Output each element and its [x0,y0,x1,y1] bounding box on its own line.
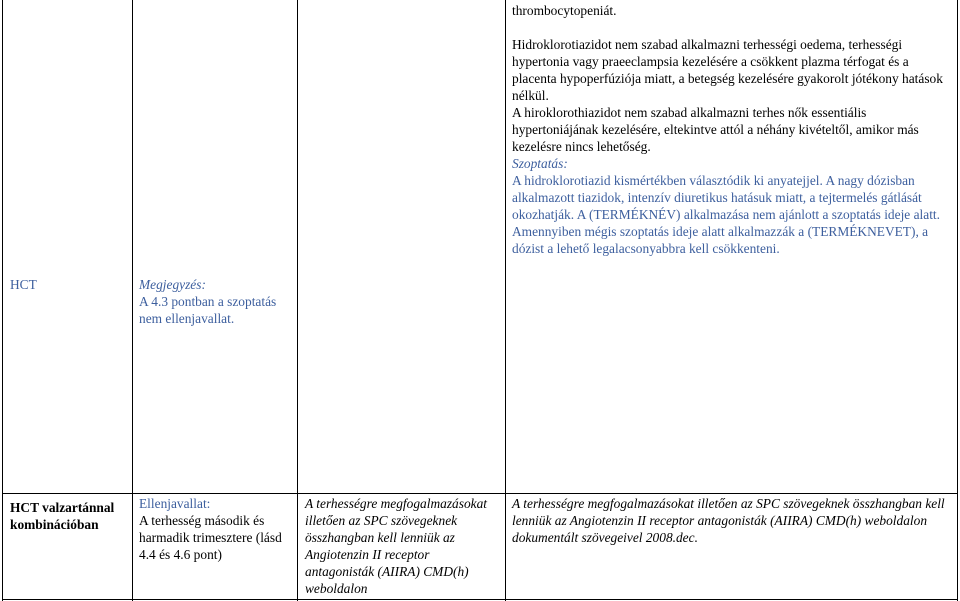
row-divider [2,493,507,494]
row2-spc-note-text: A terhességre megfogalmazásokat illetően az SPC szövegeknek összhangban kell lenniük az Angiotenzin II receptor antagonisták (AIIRA) CMD(h) weboldalon [305,496,487,596]
row2-drug-name-text: HCT valzartánnal kombinációban [10,500,115,532]
row1-paragraph-3: A hidroklorotiazid kismértékben választódik ki anyatejjel. A nagy dózisban alkalmazott tiazidok, intenzív diuretikus hatásuk miatt, a tejtermelés gátlását okozhatják. A (TERMÉKNÉV) alkalmazása nem ajánlott a szoptatás ideje alatt. Amennyiben mégis szoptatás ideje alatt alkalmazzák a (TERMÉKNEVET), a dózist a lehető legalacsonyabbra kell csökkenteni. [512,173,940,256]
table-border-left [2,0,3,601]
row2-spc-note [305,495,501,597]
row1-note-text: A 4.3 pontban a szoptatás nem ellenjavallat. [139,294,277,326]
row1-breastfeeding-label: Szoptatás: [512,156,568,171]
row1-note-label: Megjegyzés: [139,277,206,292]
row2-contraindication-label: Ellenjavallat: [139,496,211,511]
row1-paragraph-1: Hidroklorotiazidot nem szabad alkalmazni terhességi oedema, terhességi hypertonia vagy praeeclampsia kezelésére a csökkent plazma térfogat és a placenta hypoperfúziója miatt, a betegség kezelésére gyakorolt jótékony hatások nélkül. [512,37,943,103]
row2-contraindication [139,495,289,563]
row1-top-text: thrombocytopeniát. [512,3,617,18]
row1-pregnancy-text [512,2,952,257]
table-border-col4 [505,0,506,601]
table-border-col2 [132,0,133,601]
row-divider-right [505,493,957,494]
row2-contraindication-text: A terhesség második és harmadik trimesztere (lásd 4.4 és 4.6 pont) [139,513,282,562]
row1-note [139,276,289,327]
row2-spc-note-full-text: A terhességre megfogalmazásokat illetően az SPC szövegeknek összhangban kell lenniük az Angiotenzin II receptor antagonisták (AIIRA) CMD(h) weboldalon dokumentált szövegeivel 2008.dec. [512,496,945,545]
row1-paragraph-2: A hiroklorothiazidot nem szabad alkalmazni terhes nők essentiális hypertoniájának kezelésére, eltekintve attól a néhány kivételtől, amikor más kezelésre nincs lehetőség. [512,105,919,154]
table-border-right [957,0,958,601]
table-border-col3 [297,0,298,601]
row2-spc-note-full [512,495,952,546]
table-border-bottom [2,599,958,600]
row1-drug-name-text: HCT [10,277,37,292]
row1-drug-name [10,276,128,293]
row2-drug-name [10,499,125,533]
